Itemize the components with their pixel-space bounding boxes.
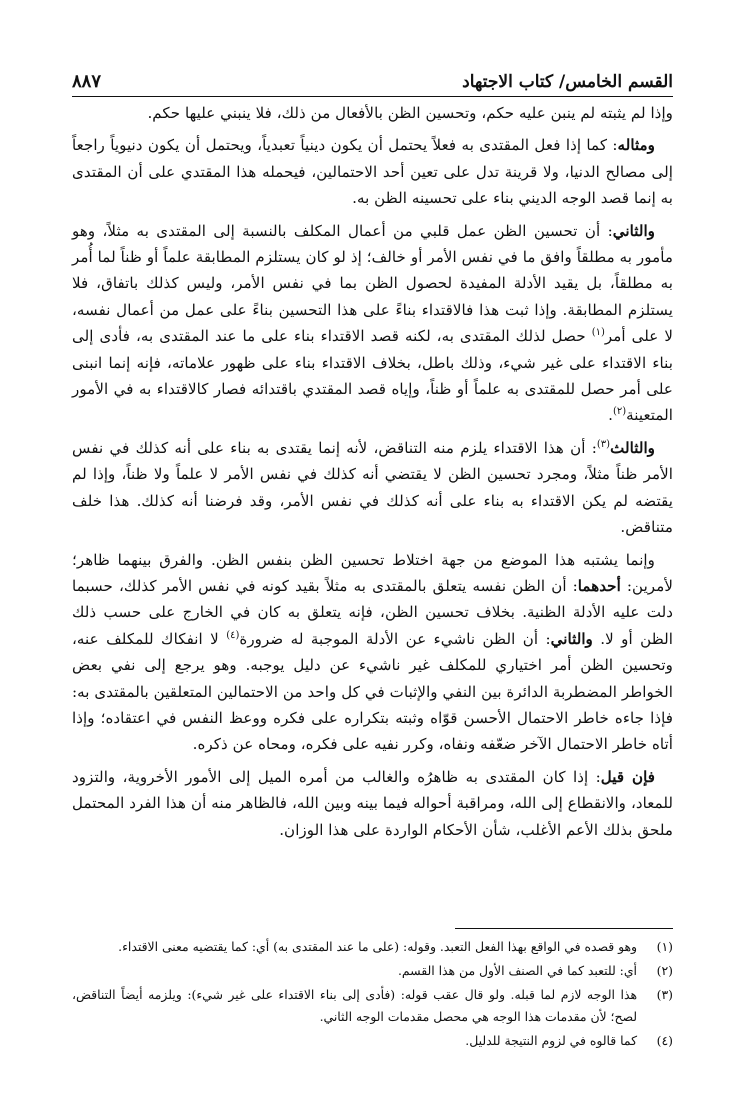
- footnote-text: وهو قصده في الواقع بهذا الفعل التعبد. وقوله: (على ما عند المقتدى به) أي: كما يقتضيه معنى الاقتداء.: [118, 939, 637, 954]
- footnote: [72, 936, 673, 958]
- footnote-separator: [455, 928, 673, 929]
- paragraph-5: [72, 547, 673, 758]
- paragraph-3-end: .: [608, 406, 613, 425]
- footnote-number: (٤): [656, 1033, 673, 1048]
- paragraph-3-lead: والثاني: [612, 221, 655, 240]
- paragraph-2-text: : كما إذا فعل المقتدى به فعلاً يحتمل أن يكون دينياً تعبدياً، ويحتمل أن يكون دنيوياً راجعاً إلى مصالح الدنيا، ولا قرينة تدل على تعين أحد الاحتمالين، فيحمله هذا المقتدي على أن المقتدى به إنما قصد الوجه الديني بناء على تحسينه الظن به.: [72, 136, 673, 208]
- paragraph-4-lead: والثالث: [610, 438, 655, 457]
- paragraph-2-lead: ومثاله: [617, 136, 655, 155]
- paragraph-4: [72, 435, 673, 541]
- paragraph-6-lead: فإن قيل: [600, 767, 655, 786]
- paragraph-6-text: : إذا كان المقتدى به ظاهرُه والغالب من أمره الميل إلى الأمور الأخروية، والتزود للمعاد، والانقطاع إلى الله، ومراقبة أحواله فيما بينه وبين الله، فالظاهر منه أن هذا الفرد المحتمل ملحق بذلك الأعم الأغلب، شأن الأحكام الواردة على هذا الوزان.: [72, 767, 673, 839]
- paragraph-1: [72, 100, 673, 126]
- footnote-text: كما قالوه في لزوم النتيجة للدليل.: [465, 1033, 637, 1048]
- footnote: [72, 1030, 673, 1052]
- footnote-ref-1: (١): [591, 327, 605, 339]
- paragraph-5-text-a: وإنما يشتبه هذا الموضع من جهة اختلاط تحسين الظن بنفس الظن. والفرق بينهما ظاهر؛ لأمرين:: [72, 550, 673, 595]
- footnote-number: (٣): [656, 987, 673, 1002]
- paragraph-5-lead-a: أحدهما: [577, 576, 621, 595]
- paragraph-6: [72, 764, 673, 843]
- page-number: ٨٨٧: [72, 71, 102, 92]
- page-header: [72, 62, 673, 97]
- running-title: القسم الخامس/ كتاب الاجتهاد: [462, 72, 673, 92]
- body-text: [72, 100, 673, 849]
- paragraph-5-lead-b: والثاني: [550, 629, 593, 648]
- paragraph-5-text-c: : أن الظن ناشيء عن الأدلة الموجبة له ضرورة: [239, 629, 551, 648]
- footnote-text: هذا الوجه لازم لما قبله. ولو قال عقب قوله: (فأدى إلى بناء الاقتداء على غير شيء): ويلزمه أيضاً التناقض، لصح؛ لأن مقدمات هذا الوجه هي محصل مقدمات الوجه الثاني.: [72, 987, 637, 1024]
- paragraph-5-text-b: : أن الظن نفسه يتعلق بالمقتدى به مثلاً بقيد كونه في نفس الأمر كذلك، حسبما دلت عليه الأدلة الظنية. بخلاف تحسين الظن، فإنه يتعلق به كان في الخارج على حسب ذلك الظن أو لا.: [72, 576, 673, 648]
- footnote-ref-3: (٣): [596, 438, 611, 450]
- paragraph-2: [72, 132, 673, 211]
- footnote-number: (٢): [656, 963, 673, 978]
- footnotes: [72, 936, 673, 1054]
- paragraph-3-text-a: : أن تحسين الظن عمل قلبي من أعمال المكلف بالنسبة إلى المقتدى به مثلاً، وهو مأمور به مطلقاً وافق ما في نفس الأمر أو خالف؛ إذ لو كان يستلزم المطابقة علماً أو ظناً لما أُمر به مطلقاً، بل يقيد الأدلة المفيدة لحصول الظن بما في نفس الأمر، وليس كذلك باتفاق، فلا يستلزم المطابقة. وإذا ثبت هذا فالاقتداء بناءً على هذا التحسين بناءً على عمل من أعمال نفسه، لا على أمر: [72, 221, 673, 346]
- paragraph-4-text: : أن هذا الاقتداء يلزم منه التناقض، لأنه إنما يقتدى به بناء على أنه كذلك في نفس الأمر ظناً مثلاً، ومجرد تحسين الظن لا يقتضي أنه كذلك في نفس الأمر لا علماً ولا ظناً، وإذا لم يقتضه لم يكن الاقتداء به بناء على أنه كذلك في نفس الأمر، وقد فرضنا أنه كذلك. هذا خلف متناقض.: [72, 438, 673, 537]
- footnote-number: (١): [656, 939, 673, 954]
- footnote-text: أي: للتعبد كما في الصنف الأول من هذا القسم.: [397, 963, 637, 978]
- footnote: [72, 984, 673, 1028]
- footnote-ref-2: (٢): [612, 406, 627, 418]
- paragraph-1-text: وإذا لم يثبته لم ينبن عليه حكم، وتحسين الظن بالأفعال من ذلك، فلا ينبني عليها حكم.: [147, 104, 673, 122]
- paragraph-3-text-b: حصل لذلك المقتدى به، لكنه قصد الاقتداء بناء على ما عند المقتدى به، فأدى إلى بناء الاقتداء على غير شيء، وذلك باطل، بخلاف الاقتداء بناء على ظهور علاماته، فإنه إنما انبنى على أمر حصل للمقتدى به علماً أو ظناً، وإياه قصد المقتدي باقتدائه فصار كالاقتداء به في الأمور المتعينة: [72, 327, 673, 425]
- footnote: [72, 960, 673, 982]
- paragraph-5-text-d: لا انفكاك للمكلف عنه، وتحسين الظن أمر اختياري للمكلف غير ناشيء عن دليل يوجبه. وهو يرجع إلى نفي بعض الخواطر المضطربة الدائرة بين النفي والإثبات في كل واحد من الاحتمالين المتعلقين بالمقتدى به: فإذا جاءه خاطر الاحتمال الأحسن قوّاه وثبته بتكراره على فكره ووعظ النفس في اعتقاده؛ وإذا أتاه خاطر الاحتمال الآخر ضعّفه ونفاه، وكرر نفيه على فكره، ومحاه عن ذكره.: [72, 629, 673, 754]
- paragraph-3: [72, 218, 673, 429]
- footnote-ref-4: (٤): [226, 629, 240, 641]
